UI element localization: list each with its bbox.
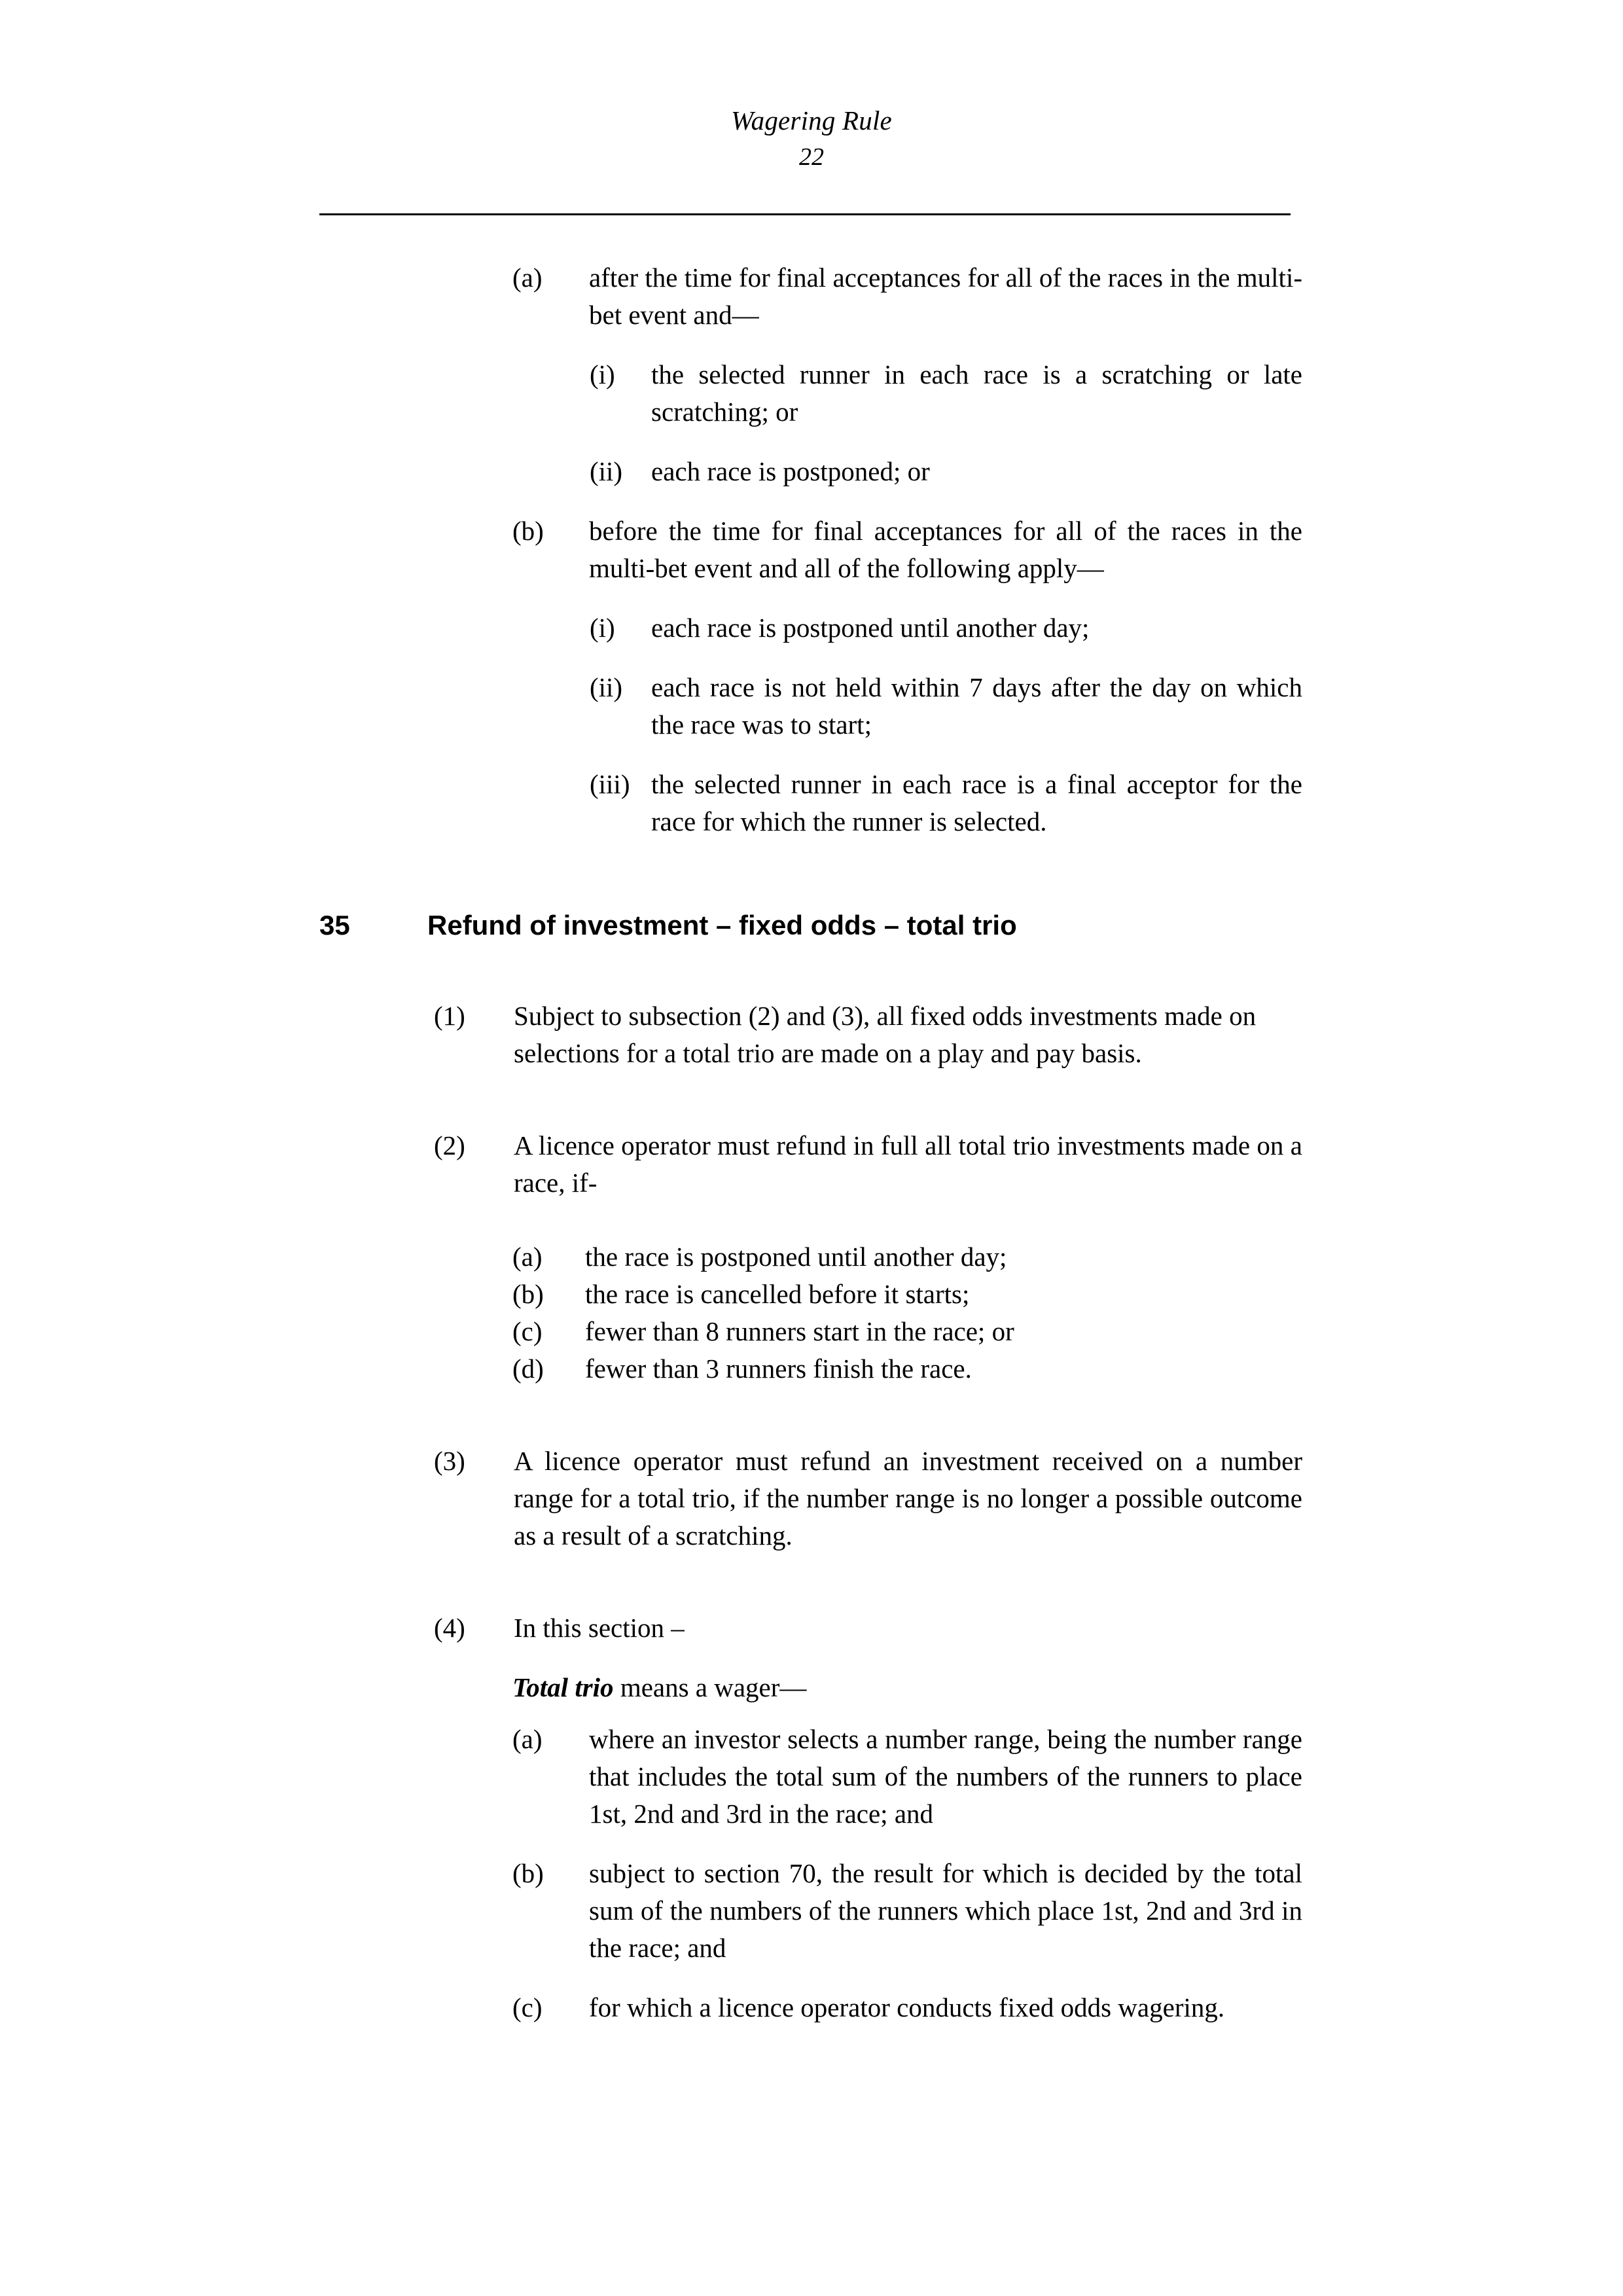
subsection: [434, 1443, 1302, 1554]
spacer: [0, 490, 1623, 512]
definition-line: [512, 1669, 1304, 1706]
spacer: [0, 647, 1623, 669]
list-marker: (a): [512, 1724, 543, 1754]
list-item-text: the selected runner in each race is a final acceptor for the race for which the runner is selected.: [651, 769, 1302, 836]
subsection: [434, 1127, 1302, 1202]
list-item-text: subject to section 70, the result for which is decided by the total sum of the numbers of the runners which place 1st, 2nd and 3rd in the race; and: [589, 1858, 1302, 1963]
list-item: [590, 609, 1302, 647]
spacer: [0, 1967, 1623, 1989]
list-item-text: where an investor selects a number range, being the number range that includes the total sum of the numbers of the runners to place 1st, 2nd and 3rd in the race; and: [589, 1724, 1302, 1829]
page-number: 22: [799, 143, 824, 171]
definition-term: Total trio: [512, 1672, 614, 1702]
list-item-text: for which a licence operator conducts fixed odds wagering.: [589, 1992, 1225, 2022]
list-marker: (ii): [590, 672, 623, 702]
list-item: [590, 453, 1302, 490]
list-item: [512, 512, 1302, 587]
list-item: [512, 1721, 1302, 1833]
page-header: [0, 105, 1623, 172]
subsection-marker: (2): [434, 1130, 465, 1160]
section-heading: [319, 908, 1301, 942]
definition-lead: means a wager—: [613, 1672, 807, 1702]
list-item-text: each race is not held within 7 days after the day on which the race was to start;: [651, 672, 1302, 740]
list-item: [512, 1313, 1232, 1350]
list-item: [512, 1276, 1232, 1313]
list-marker: (b): [512, 516, 544, 546]
spacer: [0, 1647, 1623, 1669]
header-divider: [319, 213, 1291, 215]
subsection-marker: (1): [434, 1001, 465, 1031]
subsection-text: In this section –: [514, 1613, 685, 1643]
list-item-text: each race is postponed; or: [651, 456, 930, 486]
spacer: [0, 744, 1623, 766]
spacer: [0, 840, 1623, 908]
list-item-text: each race is postponed until another day;: [651, 613, 1090, 643]
subsection: [434, 997, 1302, 1072]
spacer: [0, 1072, 1623, 1127]
list-item: [512, 1238, 1232, 1276]
spacer: [0, 942, 1623, 997]
spacer: [0, 334, 1623, 356]
list-marker: (i): [590, 359, 615, 389]
spacer: [0, 1554, 1623, 1609]
list-item-text: before the time for final acceptances for all of the races in the multi-bet event and all of the following apply—: [589, 516, 1302, 583]
subsection-text: A licence operator must refund in full all total trio investments made on a race, if-: [514, 1130, 1302, 1198]
list-marker: (ii): [590, 456, 623, 486]
document-body: [0, 259, 1623, 2026]
list-item: [590, 356, 1302, 431]
list-item-text: the selected runner in each race is a scratching or late scratching; or: [651, 359, 1302, 427]
list-item: [512, 1855, 1302, 1967]
spacer: [0, 587, 1623, 609]
list-item: [512, 1989, 1302, 2026]
spacer: [0, 1388, 1623, 1443]
subsection: [434, 1609, 1302, 1647]
list-marker: (iii): [590, 769, 630, 799]
list-item: [590, 766, 1302, 840]
list-item-text: the race is cancelled before it starts;: [585, 1279, 970, 1309]
section-title: Refund of investment – fixed odds – total trio: [427, 910, 1017, 941]
spacer: [0, 431, 1623, 453]
subsection-marker: (3): [434, 1446, 465, 1476]
list-marker: (b): [512, 1858, 544, 1888]
spacer: [0, 1202, 1623, 1238]
subsection-marker: (4): [434, 1613, 465, 1643]
list-item: [512, 259, 1302, 334]
list-marker: (a): [512, 262, 543, 293]
list-item: [512, 1350, 1232, 1388]
list-marker: (i): [590, 613, 615, 643]
list-marker: (c): [512, 1316, 543, 1346]
subsection-text: A licence operator must refund an investment received on a number range for a total trio, if the number range is no longer a possible outcome as a result of a scratching.: [514, 1446, 1302, 1551]
subsection-text: Subject to subsection (2) and (3), all fixed odds investments made on selections for a total trio are made on a play and pay basis.: [514, 1001, 1257, 1068]
list-item-text: fewer than 3 runners finish the race.: [585, 1354, 972, 1384]
list-marker: (b): [512, 1279, 544, 1309]
list-marker: (a): [512, 1242, 543, 1272]
list-marker: (d): [512, 1354, 544, 1384]
list-item-text: the race is postponed until another day;: [585, 1242, 1007, 1272]
list-marker: (c): [512, 1992, 543, 2022]
section-number: 35: [319, 910, 350, 941]
header-title: Wagering Rule: [731, 105, 892, 135]
spacer: [0, 1706, 1623, 1721]
list-item-text: fewer than 8 runners start in the race; or: [585, 1316, 1014, 1346]
list-item-text: after the time for final acceptances for all of the races in the multi-bet event and—: [589, 262, 1302, 330]
list-item: [590, 669, 1302, 744]
spacer: [0, 1833, 1623, 1855]
